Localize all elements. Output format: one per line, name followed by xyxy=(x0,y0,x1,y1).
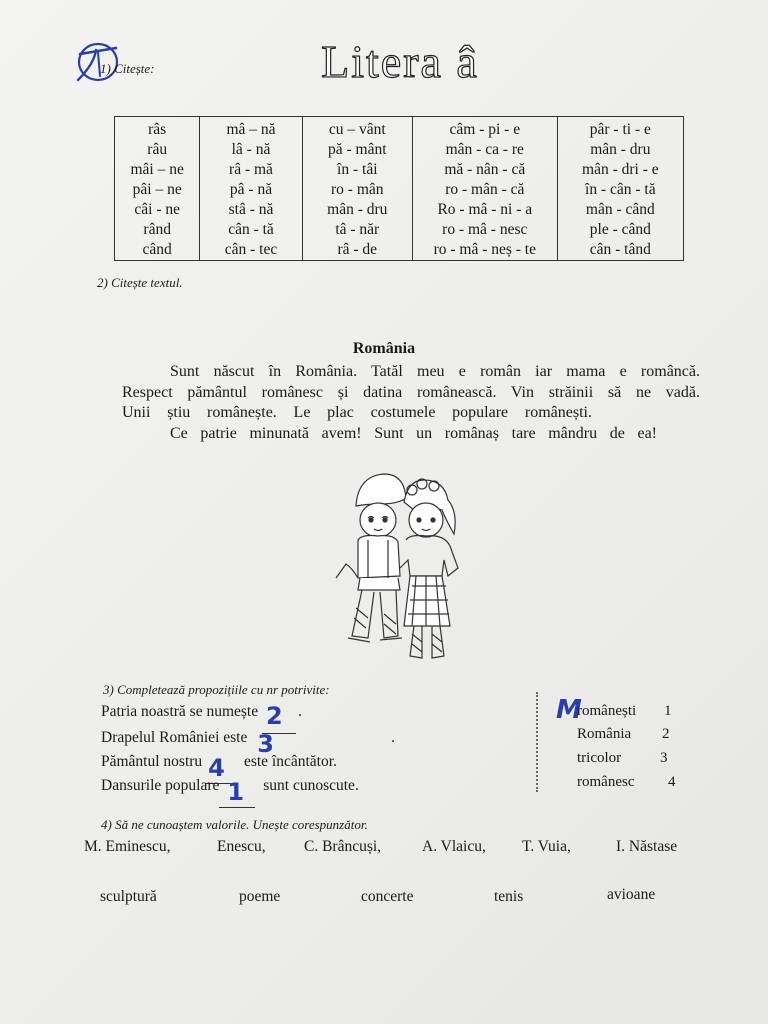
syllable-column-4 xyxy=(412,117,557,261)
option-number: 4 xyxy=(668,774,676,790)
sentence-text: Patria noastră se numește xyxy=(101,703,259,720)
exercise-1-label: 1) Citește: xyxy=(100,61,155,76)
option-2 xyxy=(577,726,631,743)
story-text xyxy=(122,362,700,444)
sentence-text: Dansurile populare xyxy=(101,777,220,794)
handwritten-answer: 4 xyxy=(208,754,225,782)
syllable-word: rând xyxy=(143,221,171,238)
value-item[interactable]: tenis xyxy=(494,888,524,905)
sentence-2 xyxy=(101,729,395,758)
sentence-1 xyxy=(101,702,302,730)
syllable-word: mân - ca - re xyxy=(445,141,524,158)
syllable-word: pâ - nă xyxy=(229,181,273,198)
option-3 xyxy=(577,750,621,767)
folk-children-illustration xyxy=(318,468,478,668)
option-word: tricolor xyxy=(577,750,622,766)
syllable-word: ple - când xyxy=(589,221,651,238)
syllable-word: mâi – ne xyxy=(130,161,184,178)
syllable-word: în - cân - tă xyxy=(585,181,656,198)
person-name[interactable]: C. Brâncuși, xyxy=(304,838,382,855)
syllable-word: râ - mă xyxy=(229,161,273,178)
syllable-word: câm - pi - e xyxy=(449,121,521,138)
sentence-end: . xyxy=(391,729,395,746)
syllable-word: în - tâi xyxy=(337,161,378,178)
sentence-end: sunt cunoscute. xyxy=(263,777,359,794)
syllable-table xyxy=(114,116,684,261)
option-number: 3 xyxy=(660,750,668,766)
syllable-word: mă - nân - că xyxy=(444,161,526,178)
person-name[interactable]: Enescu, xyxy=(217,838,266,855)
story-line: Unii știu românește. Le plac costumele populare românești. xyxy=(122,404,592,421)
syllable-word: cân - tă xyxy=(228,221,274,238)
sentence-end: . xyxy=(297,703,302,720)
syllable-word: lâ - nă xyxy=(231,141,271,158)
syllable-word: mân - dru xyxy=(590,141,651,158)
syllable-word: cân - tând xyxy=(589,241,651,258)
syllable-word: râu xyxy=(147,141,168,158)
syllable-word: când xyxy=(142,241,172,258)
syllable-word: mân - dri - e xyxy=(582,161,659,178)
option-4 xyxy=(577,774,634,791)
option-1 xyxy=(577,703,636,720)
exercise-4-label: 4) Să ne cunoaștem valorile. Unește corespunzător. xyxy=(101,817,368,832)
story-title: România xyxy=(352,340,416,357)
syllable-word: mân - dru xyxy=(327,201,388,218)
syllable-word: Ro - mâ - ni - a xyxy=(437,201,533,218)
syllable-word: cu – vânt xyxy=(328,121,386,138)
syllable-column-2 xyxy=(200,117,302,261)
sentence-4 xyxy=(101,777,359,806)
person-name[interactable]: A. Vlaicu, xyxy=(422,838,486,855)
dotted-divider xyxy=(536,692,538,792)
syllable-word: cân - tec xyxy=(224,241,278,258)
sentence-text: Pământul nostru xyxy=(101,753,203,770)
value-item[interactable]: concerte xyxy=(361,888,414,905)
syllable-word: mâ – nă xyxy=(226,121,276,138)
syllable-word: pâr - ti - e xyxy=(589,121,651,138)
handwritten-answer: 3 xyxy=(257,730,274,758)
person-name[interactable]: M. Eminescu, xyxy=(84,838,171,855)
syllable-column-3 xyxy=(302,117,412,261)
syllable-word: râ - de xyxy=(337,241,378,258)
syllable-word: câi - ne xyxy=(134,201,180,218)
option-number: 2 xyxy=(662,726,670,742)
syllable-word: ro - mâ - neș - te xyxy=(433,241,536,258)
sentence-3 xyxy=(101,753,337,782)
handwritten-mark: M xyxy=(556,695,582,725)
story-line: Sunt născut în România. Tatăl meu e român iar mama e româncă. xyxy=(170,363,700,380)
syllable-word: tâ - năr xyxy=(335,221,380,238)
syllable-word: mân - când xyxy=(585,201,655,218)
value-item[interactable]: avioane xyxy=(607,886,656,903)
syllable-column-1 xyxy=(115,117,200,261)
syllable-word: stâ - nă xyxy=(228,201,274,218)
option-word: românesc xyxy=(577,774,635,790)
story-line: Ce patrie minunată avem! Sunt un românaș tare mândru de ea! xyxy=(170,424,657,442)
syllable-word: ro - mâ - nesc xyxy=(442,221,528,238)
syllable-word: pâi – ne xyxy=(132,181,182,198)
story-line: Respect pământul românesc și datina românească. Vin străinii să ne vadă. xyxy=(122,383,700,401)
syllable-column-5 xyxy=(557,117,683,261)
page-title: Litera â xyxy=(321,36,479,87)
value-item[interactable]: sculptură xyxy=(100,888,157,905)
syllable-word: ro - mân - că xyxy=(445,181,525,198)
option-number: 1 xyxy=(664,703,672,719)
exercise-3-label: 3) Completează propozițiile cu nr potrivite: xyxy=(103,682,330,697)
handwritten-answer: 1 xyxy=(227,778,245,806)
sentence-text: Drapelul României este xyxy=(101,729,248,746)
person-name[interactable]: T. Vuia, xyxy=(522,838,571,855)
sentence-end: este încântător. xyxy=(243,753,337,770)
person-name[interactable]: I. Năstase xyxy=(616,838,678,855)
value-item[interactable]: poeme xyxy=(239,888,281,905)
syllable-word: râs xyxy=(148,121,167,138)
option-word: România xyxy=(577,726,632,742)
syllable-word: ro - mân xyxy=(331,181,384,198)
exercise-2-label: 2) Citește textul. xyxy=(97,275,183,290)
option-word: românești xyxy=(577,703,637,719)
handwritten-answer: 2 xyxy=(265,702,283,730)
syllable-word: pă - mânt xyxy=(328,141,387,158)
